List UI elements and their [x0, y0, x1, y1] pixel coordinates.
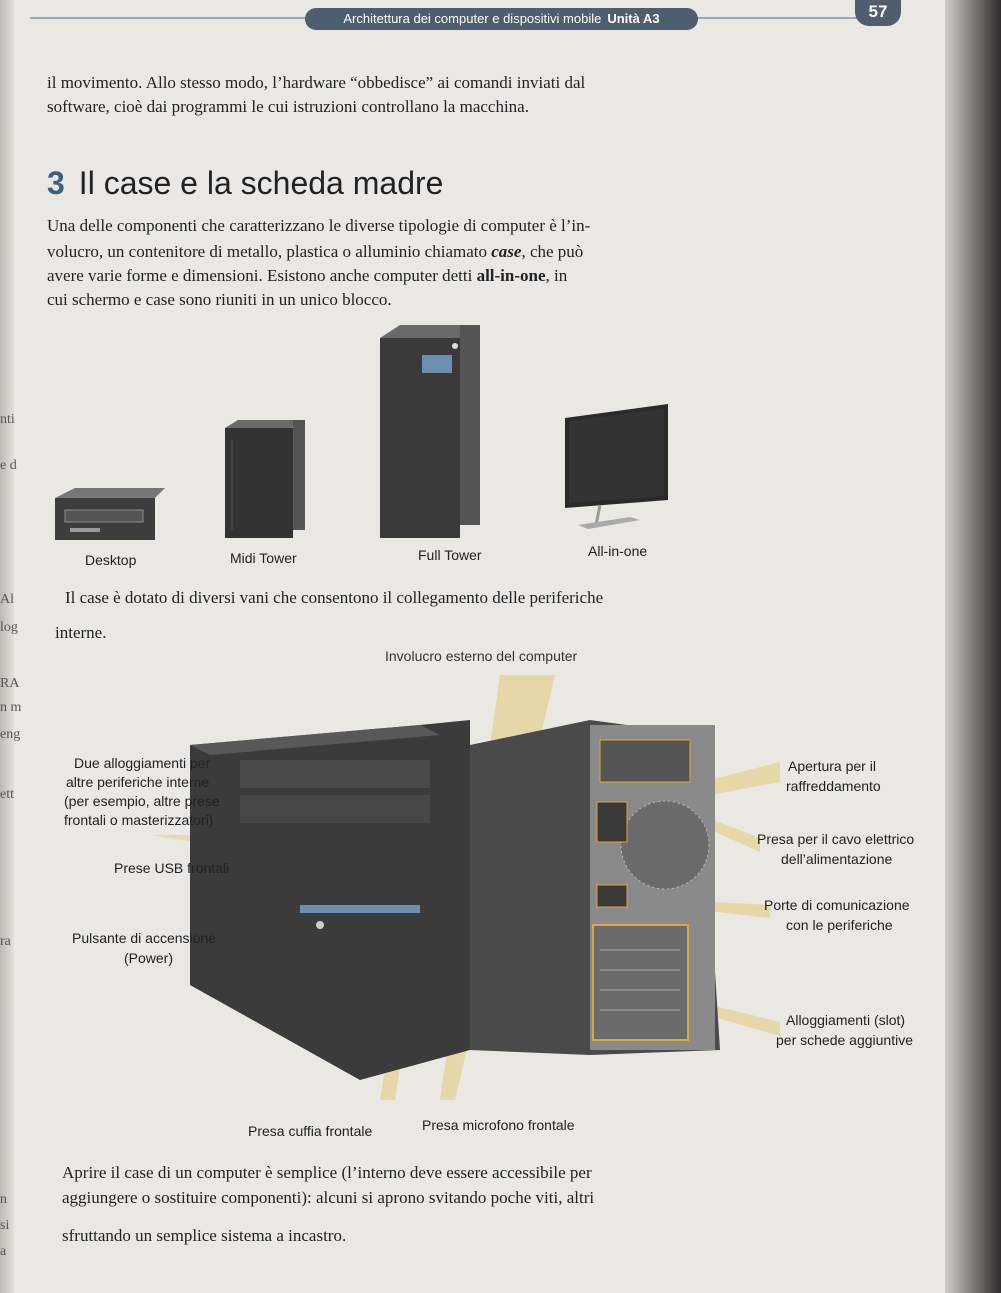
label-bays-4: frontali o masterizzatori): [64, 812, 214, 828]
label-ports-2: con le periferiche: [786, 917, 893, 933]
margin-fragment: e d: [0, 458, 17, 473]
label-usb-front: Prese USB frontali: [114, 860, 230, 876]
margin-fragment: nti: [0, 412, 15, 427]
label-bays-2: altre periferiche interne: [66, 774, 210, 790]
para3-line-2: aggiungere o sostituire componenti): alcuni si aprono svitando poche viti, altri: [62, 1188, 595, 1207]
label-power-1: Pulsante di accensione: [72, 930, 216, 946]
label-bays-3: (per esempio, altre prese: [64, 793, 220, 809]
label-headphone-jack: Presa cuffia frontale: [248, 1123, 373, 1139]
label-psu-2: dell’alimentazione: [781, 851, 893, 867]
para3-line-3: sfruttando un semplice sistema a incastro.: [62, 1226, 347, 1245]
margin-fragment: si: [0, 1218, 10, 1233]
para1-line-1: Una delle componenti che caratterizzano le diverse tipologie di computer è l’in-: [47, 216, 591, 235]
para3-line-1: Aprire il case di un computer è semplice (l’interno deve essere accessibile per: [62, 1163, 592, 1182]
para2-line-1: Il case è dotato di diversi vani che consentono il collegamento delle periferiche: [65, 588, 604, 607]
rear-case-image: [470, 720, 720, 1055]
label-ports-1: Porte di comunicazione: [764, 897, 910, 913]
header-title: Architettura dei computer e dispositivi mobile: [343, 11, 602, 26]
margin-fragment: eng: [0, 727, 21, 742]
margin-fragment: a: [0, 1244, 7, 1259]
section-number: 3: [47, 165, 65, 201]
para2-line-2: interne.: [55, 623, 107, 642]
label-psu-1: Presa per il cavo elettrico: [757, 831, 915, 847]
label-slots-1: Alloggiamenti (slot): [786, 1012, 906, 1028]
section-title: Il case e la scheda madre: [78, 165, 444, 201]
label-vent-1: Apertura per il: [788, 758, 876, 774]
margin-fragment: log: [0, 620, 18, 635]
page-number: 57: [855, 0, 901, 26]
caption-full-tower: Full Tower: [418, 547, 482, 563]
para1-line-2: volucro, un contenitore di metallo, plastica o alluminio chiamato case, che può: [47, 242, 584, 261]
margin-fragment: ra: [0, 934, 11, 949]
caption-desktop: Desktop: [85, 552, 137, 568]
front-case-image: [190, 720, 470, 1080]
header-unit: Unità A3: [607, 11, 660, 26]
margin-fragment: n m: [0, 700, 22, 715]
term-all-in-one: all-in-one: [476, 266, 546, 285]
label-bays-1: Due alloggiamenti per: [74, 755, 211, 771]
caption-midi-tower: Midi Tower: [230, 550, 297, 566]
intro-line-2: software, cioè dai programmi le cui istruzioni controllano la macchina.: [47, 97, 529, 116]
para1-line-3: avere varie forme e dimensioni. Esistono anche computer detti all-in-one, in: [47, 266, 568, 285]
margin-fragment: Al: [0, 592, 14, 607]
margin-fragment: n: [0, 1192, 7, 1207]
label-microphone-jack: Presa microfono frontale: [422, 1117, 575, 1133]
label-slots-2: per schede aggiuntive: [776, 1032, 913, 1048]
intro-line-1: il movimento. Allo stesso modo, l’hardware “obbedisce” ai comandi inviati dal: [47, 73, 586, 92]
margin-fragment: ett: [0, 787, 14, 802]
para1-line-4: cui schermo e case sono riuniti in un unico blocco.: [47, 290, 392, 309]
label-vent-2: raffreddamento: [786, 778, 881, 794]
label-power-2: (Power): [124, 950, 174, 966]
term-case: case: [491, 242, 522, 261]
margin-fragment: RA: [0, 676, 20, 691]
label-outer-case: Involucro esterno del computer: [385, 648, 578, 664]
caption-all-in-one: All-in-one: [588, 543, 648, 559]
